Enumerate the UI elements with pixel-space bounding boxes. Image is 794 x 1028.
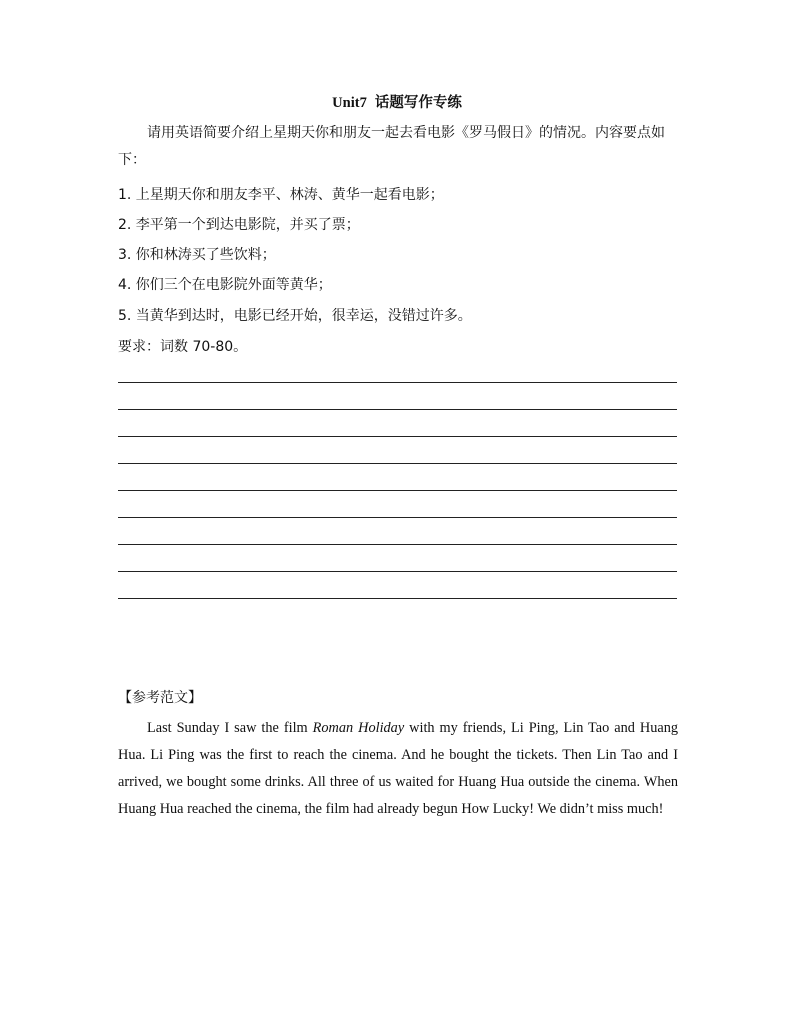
writing-line (118, 598, 677, 599)
writing-line (118, 436, 677, 437)
essay-text: Last Sunday I saw the film (147, 720, 313, 736)
reference-essay (118, 715, 678, 823)
film-title: Roman Holiday (312, 720, 405, 736)
reference-heading: 【参考范文】 (118, 690, 202, 706)
writing-line (118, 517, 677, 518)
writing-line (118, 544, 677, 545)
writing-line (118, 463, 677, 464)
point-item: 2. 李平第一个到达电影院，并买了票； (118, 217, 360, 233)
topic-label: 话题写作专练 (374, 94, 462, 111)
writing-line (118, 490, 677, 491)
writing-line (118, 571, 677, 572)
writing-line (118, 382, 677, 383)
point-item: 3. 你和林涛买了些饮料； (118, 247, 276, 263)
page-title (0, 93, 794, 113)
task-intro: 请用英语简要介绍上星期天你和朋友一起去看电影《罗马假日》的情况。内容要点如下： (118, 125, 665, 168)
writing-line (118, 409, 677, 410)
point-item: 4. 你们三个在电影院外面等黄华； (118, 277, 332, 293)
word-count-requirement: 要求：词数 70-80。 (118, 339, 248, 355)
point-item: 1. 上星期天你和朋友李平、林涛、黄华一起看电影； (118, 187, 444, 203)
unit-label: Unit7 (332, 95, 367, 111)
point-item: 5. 当黄华到达时，电影已经开始，很幸运，没错过许多。 (118, 308, 472, 324)
essay-text: with my friends, Li Ping, Lin Tao and Huang Hua. Li Ping was the first to reach the cinema. And he bought the tickets. Then Lin Tao and I arrived, we bought some drinks. All three of us waited for Huang Hua outside the cinema. When Huang Hua reached the cinema, the film had already begun How Lucky! We didn’t miss much! (118, 720, 678, 817)
